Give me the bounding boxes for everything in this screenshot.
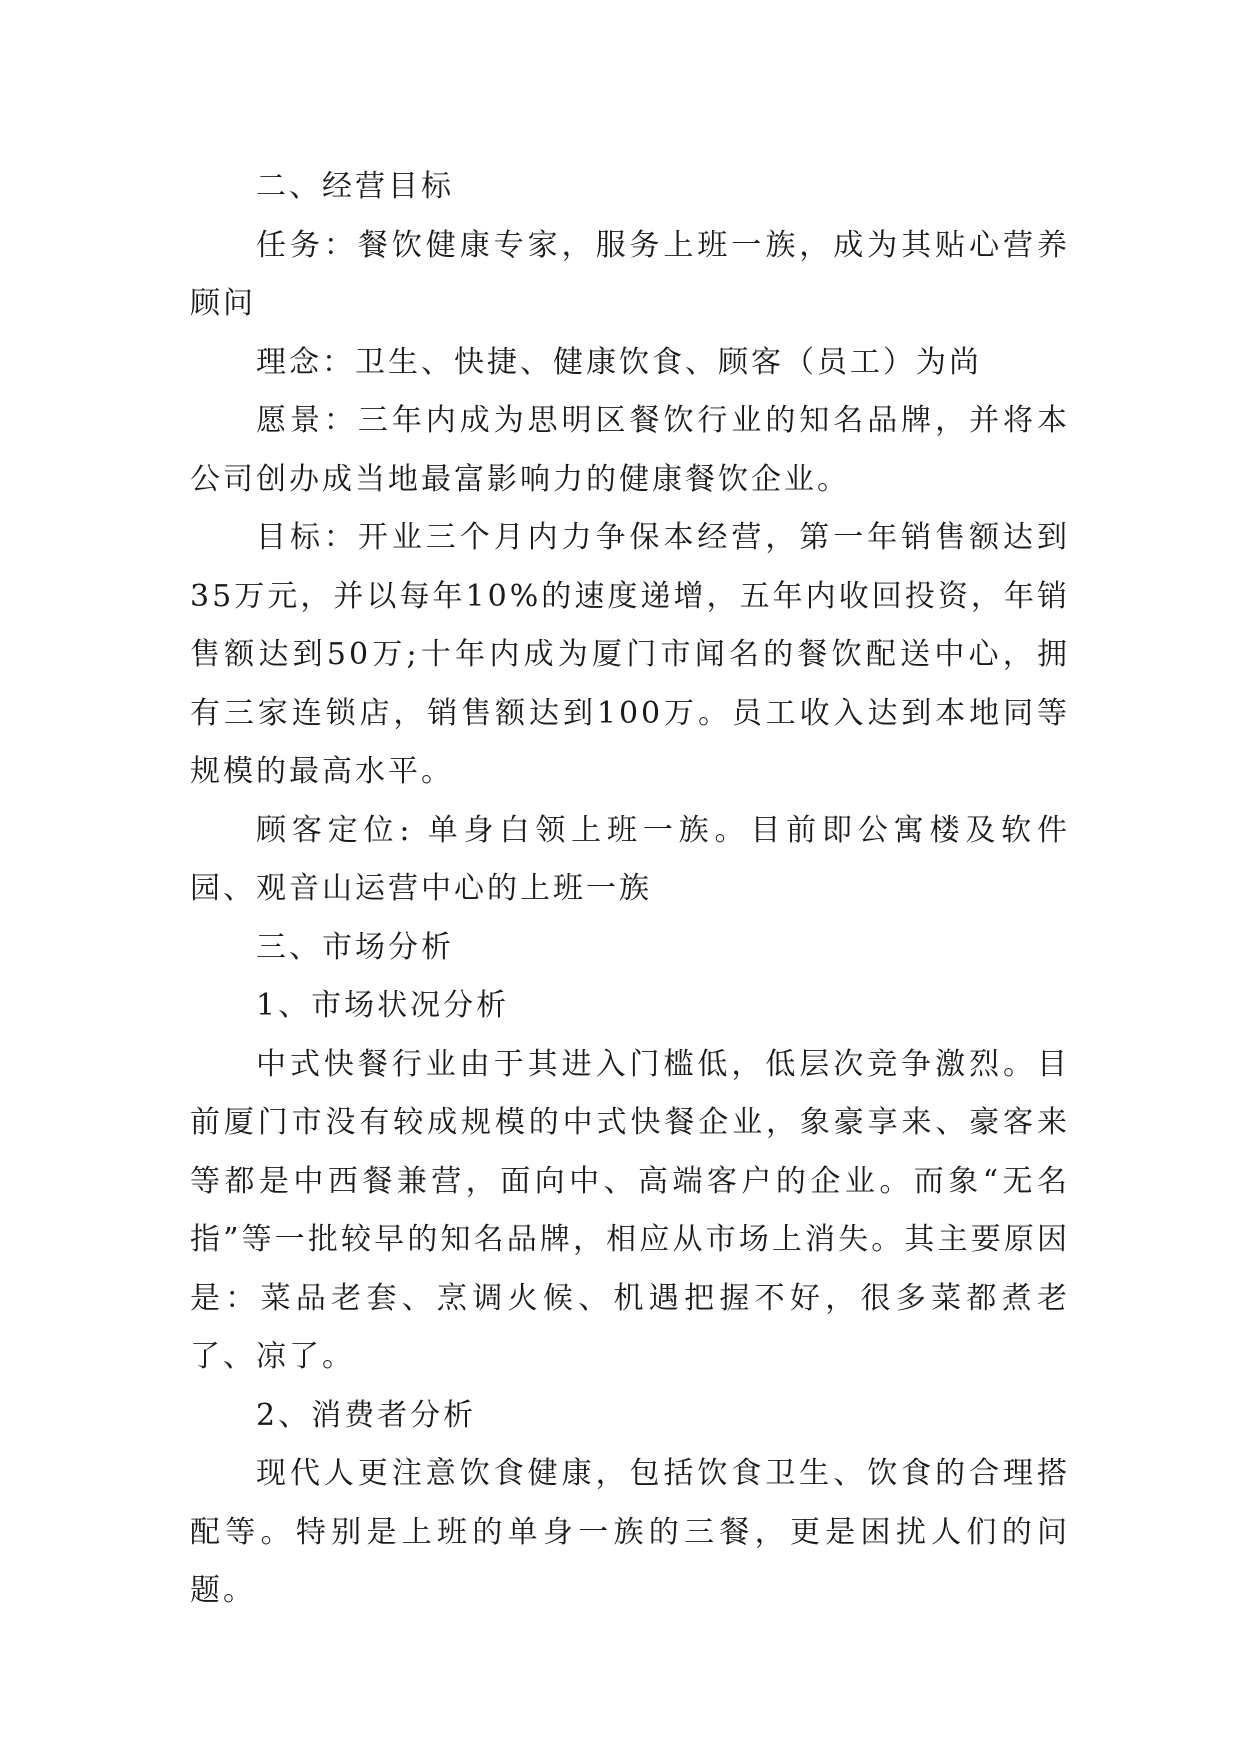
vision-paragraph: 愿景：三年内成为思明区餐饮行业的知名品牌，并将本公司创办成当地最富影响力的健康餐饮企业。 [190, 403, 1070, 497]
consumer-analysis-paragraph: 现代人更注意饮食健康，包括饮食卫生、饮食的合理搭配等。特别是上班的单身一族的三餐，更是困扰人们的问题。 [190, 1456, 1070, 1608]
section-heading-business-goals: 二、经营目标 [256, 169, 454, 204]
positioning-paragraph: 顾客定位: 单身白领上班一族。目前即公寓楼及软件园、观音山运营中心的上班一族 [190, 812, 1070, 906]
document-body [190, 158, 1070, 1621]
mission-paragraph: 任务：餐饮健康专家，服务上班一族，成为其贴心营养顾问 [190, 227, 1070, 321]
subsection-heading-consumer-analysis: 2、消费者分析 [256, 1397, 477, 1433]
section-heading-market-analysis: 三、市场分析 [256, 929, 454, 965]
goals-paragraph: 目标：开业三个月内力争保本经营，第一年销售额达到35万元，并以每年10%的速度递增，五年内收回投资，年销售额达到50万;十年内成为厦门市闻名的餐饮配送中心，拥有三家连锁店，销售额达到100万。员工收入达到本地同等规模的最高水平。 [190, 520, 1070, 789]
philosophy-paragraph: 理念：卫生、快捷、健康饮食、顾客（员工）为尚 [256, 344, 982, 380]
market-analysis-paragraph: 中式快餐行业由于其进入门槛低，低层次竞争激烈。目前厦门市没有较成规模的中式快餐企业，象豪享来、豪客来等都是中西餐兼营，面向中、高端客户的企业。而象“无名指”等一批较早的知名品牌，相应从市场上消失。其主要原因是：菜品老套、烹调火候、机遇把握不好，很多菜都煮老了、凉了。 [190, 1046, 1070, 1374]
subsection-heading-market-status: 1、市场状况分析 [256, 988, 510, 1023]
